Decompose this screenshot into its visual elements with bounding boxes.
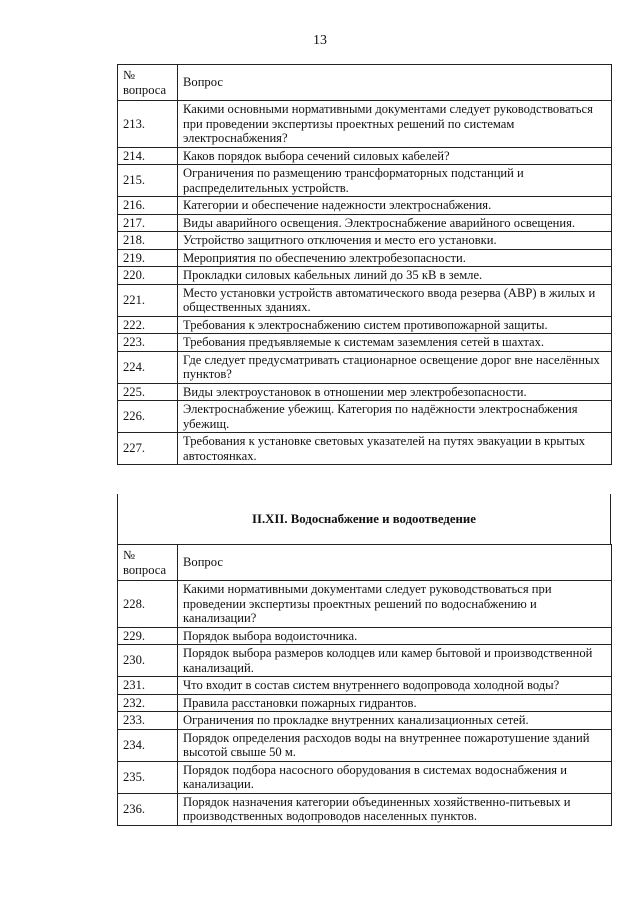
question-text: Устройство защитного отключения и место его установки. bbox=[178, 232, 612, 250]
question-number: 217. bbox=[118, 214, 178, 232]
question-number: 234. bbox=[118, 729, 178, 761]
question-text: Требования к установке световых указателей на путях эвакуации в крытых автостоянках. bbox=[178, 433, 612, 465]
question-number: 223. bbox=[118, 334, 178, 352]
table-row bbox=[118, 214, 612, 232]
question-number: 216. bbox=[118, 197, 178, 215]
question-number: 219. bbox=[118, 249, 178, 267]
question-number: 233. bbox=[118, 712, 178, 730]
question-text: Порядок определения расходов воды на внутреннее пожаротушение зданий высотой свыше 50 м. bbox=[178, 729, 612, 761]
header-number-cell bbox=[118, 65, 178, 101]
table-header-row bbox=[118, 65, 612, 101]
question-number: 235. bbox=[118, 761, 178, 793]
table-row bbox=[118, 101, 612, 148]
question-text: Место установки устройств автоматического ввода резерва (АВР) в жилых и общественных зданиях. bbox=[178, 284, 612, 316]
question-text: Ограничения по прокладке внутренних канализационных сетей. bbox=[178, 712, 612, 730]
header-question-label: Вопрос bbox=[183, 75, 223, 90]
table-row bbox=[118, 267, 612, 285]
table-row bbox=[118, 249, 612, 267]
question-text: Правила расстановки пожарных гидрантов. bbox=[178, 694, 612, 712]
question-text: Мероприятия по обеспечению электробезопасности. bbox=[178, 249, 612, 267]
question-text: Требования предъявляемые к системам заземления сетей в шахтах. bbox=[178, 334, 612, 352]
question-text: Что входит в состав систем внутреннего водопровода холодной воды? bbox=[178, 677, 612, 695]
question-text: Порядок назначения категории объединенных хозяйственно-питьевых и производственных водопроводов населенных пунктов. bbox=[178, 793, 612, 825]
question-text: Где следует предусматривать стационарное освещение дорог вне населённых пунктов? bbox=[178, 351, 612, 383]
question-number: 227. bbox=[118, 433, 178, 465]
table-row bbox=[118, 334, 612, 352]
table-row bbox=[118, 627, 612, 645]
questions-table-electrical bbox=[117, 64, 612, 465]
question-number: 214. bbox=[118, 147, 178, 165]
question-number: 225. bbox=[118, 383, 178, 401]
question-number: 224. bbox=[118, 351, 178, 383]
header-question-cell bbox=[178, 65, 612, 101]
question-text: Требования к электроснабжению систем противопожарной защиты. bbox=[178, 316, 612, 334]
table-row bbox=[118, 581, 612, 628]
question-text: Электроснабжение убежищ. Категория по надёжности электроснабжения убежищ. bbox=[178, 401, 612, 433]
question-text: Порядок выбора водоисточника. bbox=[178, 627, 612, 645]
table-row bbox=[118, 284, 612, 316]
table-row bbox=[118, 793, 612, 825]
question-number: 229. bbox=[118, 627, 178, 645]
table-row bbox=[118, 761, 612, 793]
question-text: Порядок выбора размеров колодцев или камер бытовой и производственной канализаций. bbox=[178, 645, 612, 677]
section-heading: II.XII. Водоснабжение и водоотведение bbox=[117, 494, 611, 544]
question-text: Какими нормативными документами следует руководствоваться при проведении экспертизы проектных решений по водоснабжению и канализации? bbox=[178, 581, 612, 628]
table-row bbox=[118, 694, 612, 712]
question-text: Ограничения по размещению трансформаторных подстанций и распределительных устройств. bbox=[178, 165, 612, 197]
question-text: Каков порядок выбора сечений силовых кабелей? bbox=[178, 147, 612, 165]
question-text: Прокладки силовых кабельных линий до 35 кВ в земле. bbox=[178, 267, 612, 285]
question-number: 230. bbox=[118, 645, 178, 677]
question-number: 222. bbox=[118, 316, 178, 334]
table-header-row bbox=[118, 545, 612, 581]
table-row bbox=[118, 232, 612, 250]
table-row bbox=[118, 165, 612, 197]
question-number: 221. bbox=[118, 284, 178, 316]
header-number-cell bbox=[118, 545, 178, 581]
table-row bbox=[118, 351, 612, 383]
table-row bbox=[118, 433, 612, 465]
question-text: Категории и обеспечение надежности электроснабжения. bbox=[178, 197, 612, 215]
header-question-label: Вопрос bbox=[183, 555, 223, 570]
table-row bbox=[118, 383, 612, 401]
question-text: Порядок подбора насосного оборудования в системах водоснабжения и канализации. bbox=[178, 761, 612, 793]
table-row bbox=[118, 729, 612, 761]
table-row bbox=[118, 677, 612, 695]
question-number: 236. bbox=[118, 793, 178, 825]
table-row bbox=[118, 401, 612, 433]
question-number: 232. bbox=[118, 694, 178, 712]
questions-table-water bbox=[117, 544, 612, 826]
question-number: 213. bbox=[118, 101, 178, 148]
table-row bbox=[118, 147, 612, 165]
question-number: 218. bbox=[118, 232, 178, 250]
header-number-label: № вопроса bbox=[123, 67, 167, 97]
question-text: Виды электроустановок в отношении мер электробезопасности. bbox=[178, 383, 612, 401]
table-row bbox=[118, 316, 612, 334]
question-number: 220. bbox=[118, 267, 178, 285]
table-row bbox=[118, 645, 612, 677]
header-number-label: № вопроса bbox=[123, 547, 167, 577]
question-text: Виды аварийного освещения. Электроснабжение аварийного освещения. bbox=[178, 214, 612, 232]
question-number: 231. bbox=[118, 677, 178, 695]
question-number: 226. bbox=[118, 401, 178, 433]
page-number: 13 bbox=[313, 33, 327, 48]
table-row bbox=[118, 712, 612, 730]
question-text: Какими основными нормативными документами следует руководствоваться при проведении экспертизы проектных решений по системам электроснабжения? bbox=[178, 101, 612, 148]
question-number: 215. bbox=[118, 165, 178, 197]
table-row bbox=[118, 197, 612, 215]
header-question-cell bbox=[178, 545, 612, 581]
question-number: 228. bbox=[118, 581, 178, 628]
